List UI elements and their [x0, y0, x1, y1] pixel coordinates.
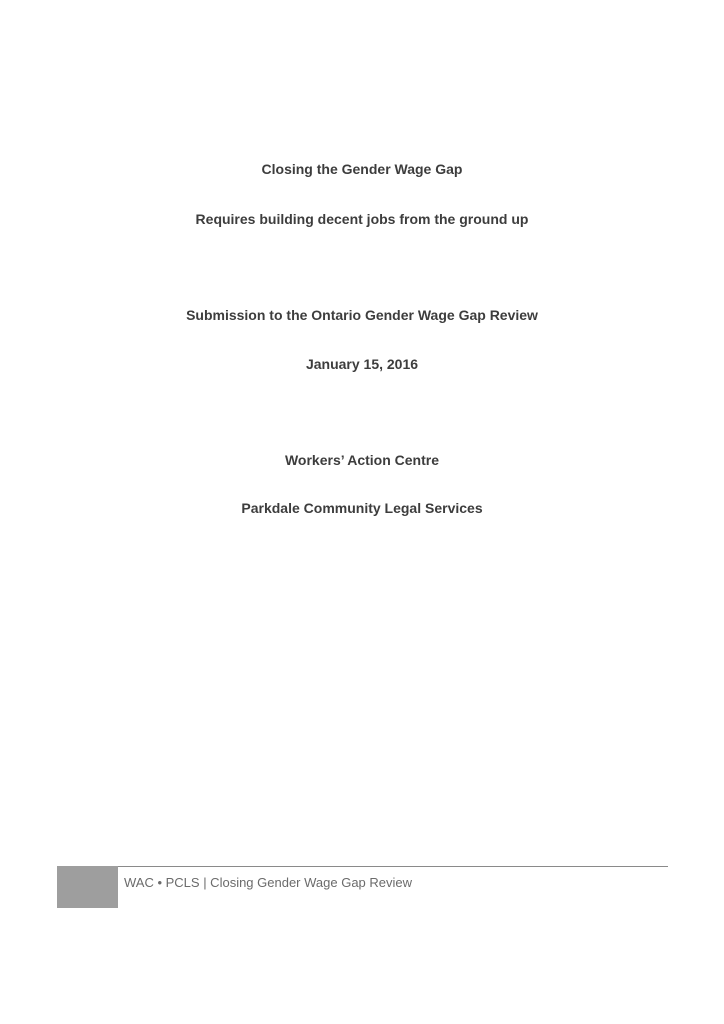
author-workers-action-centre: Workers’ Action Centre: [284, 452, 440, 468]
submission-date: January 15, 2016: [305, 356, 419, 372]
document-subtitle: Requires building decent jobs from the ground up: [195, 211, 529, 227]
document-title: Closing the Gender Wage Gap: [261, 161, 463, 177]
footer-running-text: WAC • PCLS | Closing Gender Wage Gap Review: [124, 875, 413, 890]
footer-divider: [118, 866, 668, 867]
footer-grey-block: [57, 866, 118, 908]
submission-line: Submission to the Ontario Gender Wage Gap Review: [186, 307, 538, 323]
author-parkdale-legal-services: Parkdale Community Legal Services: [241, 500, 483, 516]
